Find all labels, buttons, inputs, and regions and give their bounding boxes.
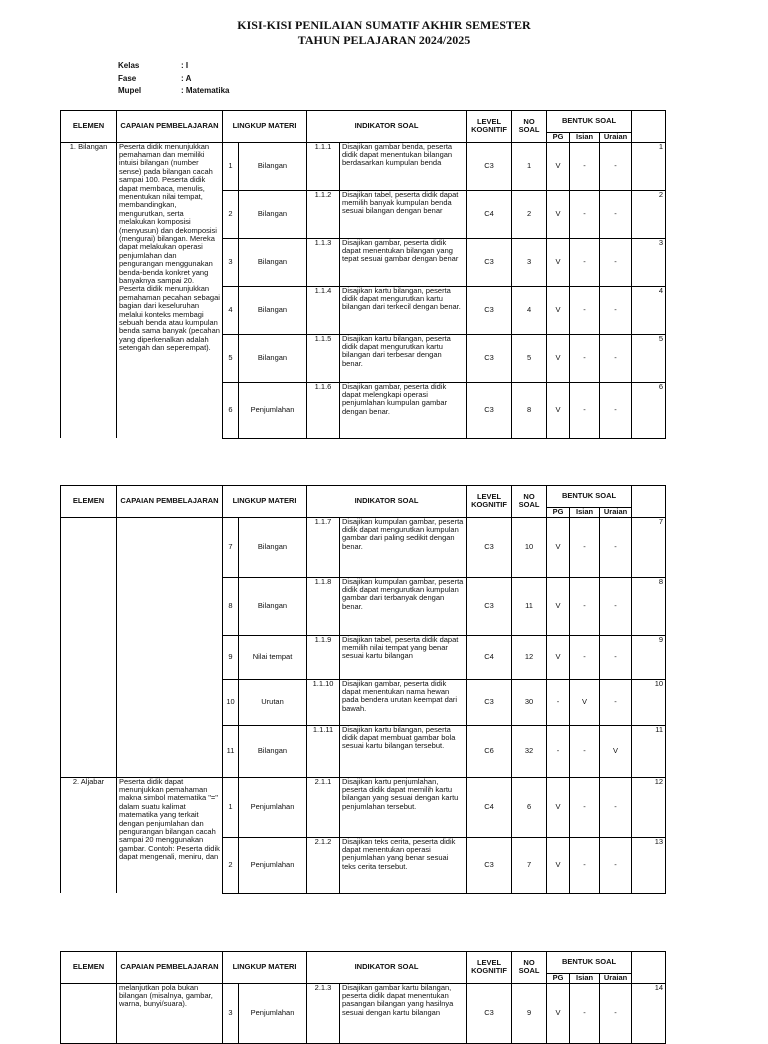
row-no-soal: 30	[512, 679, 547, 725]
row-isian: -	[570, 190, 600, 238]
row-pg: -	[547, 725, 570, 777]
row-no: 1	[223, 142, 239, 190]
row-kode: 1.1.3	[307, 238, 340, 286]
row-no: 10	[223, 679, 239, 725]
elemen-cell: 2. Aljabar	[61, 777, 117, 893]
row-no-soal: 32	[512, 725, 547, 777]
header-lingkup: LINGKUP MATERI	[223, 486, 307, 518]
row-no-soal: 7	[512, 837, 547, 893]
row-no: 3	[223, 983, 239, 1043]
row-index: 5	[632, 334, 666, 382]
row-lingkup: Bilangan	[239, 142, 307, 190]
row-kode: 1.1.2	[307, 190, 340, 238]
row-lingkup: Bilangan	[239, 725, 307, 777]
meta-kelas: Kelas : I	[118, 61, 189, 70]
row-no: 2	[223, 190, 239, 238]
header-row	[61, 486, 666, 508]
row-pg: V	[547, 334, 570, 382]
row-no-soal: 9	[512, 983, 547, 1043]
row-isian: -	[570, 635, 600, 679]
row-kode: 1.1.8	[307, 577, 340, 635]
row-level: C3	[467, 142, 512, 190]
row-pg: V	[547, 238, 570, 286]
row-index: 12	[632, 777, 666, 837]
row-isian: -	[570, 334, 600, 382]
row-pg: V	[547, 777, 570, 837]
row-lingkup: Penjumlahan	[239, 382, 307, 438]
row-indikator: Disajikan kumpulan gambar, peserta didik dapat mengurutkan kumpulan gambar dari terbanyak dengan benar.	[340, 577, 467, 635]
kisi-table-2	[60, 485, 665, 894]
row-level: C3	[467, 382, 512, 438]
row-index: 2	[632, 190, 666, 238]
row-isian: -	[570, 983, 600, 1043]
row-uraian: -	[600, 142, 632, 190]
row-index: 14	[632, 983, 666, 1043]
row-kode: 2.1.3	[307, 983, 340, 1043]
row-level: C3	[467, 577, 512, 635]
row-uraian: -	[600, 635, 632, 679]
header-uraian: Uraian	[600, 133, 632, 143]
row-index: 7	[632, 517, 666, 577]
elemen-cell: 1. Bilangan	[61, 142, 117, 438]
row-no-soal: 11	[512, 577, 547, 635]
meta-mupel: Mupel : Matematika	[118, 86, 230, 95]
row-uraian: V	[600, 725, 632, 777]
row-index: 6	[632, 382, 666, 438]
row-kode: 1.1.4	[307, 286, 340, 334]
row-no: 2	[223, 837, 239, 893]
row-indikator: Disajikan kartu bilangan, peserta didik dapat mengurutkan kartu bilangan dari terkecil dengan benar.	[340, 286, 467, 334]
row-pg: V	[547, 190, 570, 238]
row-isian: -	[570, 142, 600, 190]
row-pg: V	[547, 983, 570, 1043]
row-indikator: Disajikan gambar, peserta didik dapat menentukan bilangan yang tepat sesuai gambar dengan benar	[340, 238, 467, 286]
capaian-cell: melanjutkan pola bukan bilangan (misalnya, gambar, warna, bunyi/suara).	[117, 983, 223, 1043]
capaian-text: Peserta didik dapat menunjukkan pemahaman makna simbol matematika "=" dalam suatu kalimat matematika yang terkait dengan penjumlahan dan pengurangan bilangan cacah sampai 20 menggunakan gambar. Contoh: Peserta didik dapat mengenali, meniru, dan	[119, 777, 220, 862]
row-pg: -	[547, 679, 570, 725]
meta-fase: Fase : A	[118, 73, 192, 83]
row-lingkup: Nilai tempat	[239, 635, 307, 679]
row-isian: -	[570, 725, 600, 777]
row-lingkup: Bilangan	[239, 334, 307, 382]
row-pg: V	[547, 577, 570, 635]
row-indikator: Disajikan tabel, peserta didik dapat memilih banyak kumpulan benda sesuai bilangan dengan benar	[340, 190, 467, 238]
header-bentuk: BENTUK SOAL	[547, 486, 632, 508]
row-index: 3	[632, 238, 666, 286]
row-index: 9	[632, 635, 666, 679]
row-index: 4	[632, 286, 666, 334]
row-pg: V	[547, 142, 570, 190]
row-uraian: -	[600, 679, 632, 725]
row-indikator: Disajikan tabel, peserta didik dapat memilih nilai tempat yang benar sesuai kartu bilangan	[340, 635, 467, 679]
row-no-soal: 10	[512, 517, 547, 577]
document-title	[0, 18, 768, 48]
row-isian: -	[570, 238, 600, 286]
row-level: C3	[467, 837, 512, 893]
row-index: 10	[632, 679, 666, 725]
document-meta	[118, 61, 229, 99]
header-no-soal: NO SOAL	[512, 111, 547, 143]
row-no-soal: 5	[512, 334, 547, 382]
row-indikator: Disajikan kartu bilangan, peserta didik dapat mengurutkan kartu bilangan dari terbesar dengan benar.	[340, 334, 467, 382]
row-uraian: -	[600, 238, 632, 286]
row-isian: V	[570, 679, 600, 725]
row-kode: 1.1.6	[307, 382, 340, 438]
row-no: 1	[223, 777, 239, 837]
header-capaian: CAPAIAN PEMBELAJARAN	[117, 952, 223, 984]
row-level: C3	[467, 517, 512, 577]
capaian-cell	[117, 517, 223, 777]
row-lingkup: Bilangan	[239, 577, 307, 635]
header-uraian: Uraian	[600, 508, 632, 518]
kisi-table-3	[60, 951, 665, 1044]
row-indikator: Disajikan kartu penjumlahan, peserta didik dapat memilih kartu bilangan yang sesuai dengan kartu penjumlahan tersebut.	[340, 777, 467, 837]
table-row	[61, 777, 666, 837]
row-level: C4	[467, 190, 512, 238]
row-isian: -	[570, 577, 600, 635]
row-no: 3	[223, 238, 239, 286]
row-lingkup: Bilangan	[239, 238, 307, 286]
row-uraian: -	[600, 190, 632, 238]
row-no-soal: 6	[512, 777, 547, 837]
row-kode: 1.1.7	[307, 517, 340, 577]
row-isian: -	[570, 382, 600, 438]
row-kode: 2.1.1	[307, 777, 340, 837]
row-index: 11	[632, 725, 666, 777]
row-uraian: -	[600, 286, 632, 334]
row-indikator: Disajikan gambar, peserta didik dapat menentukan nama hewan pada bendera urutan keempat dari bawah.	[340, 679, 467, 725]
header-blank	[632, 952, 666, 984]
header-elemen: ELEMEN	[61, 952, 117, 984]
row-level: C3	[467, 679, 512, 725]
elemen-cell	[61, 517, 117, 777]
header-pg: PG	[547, 974, 570, 984]
row-pg: V	[547, 517, 570, 577]
row-pg: V	[547, 837, 570, 893]
row-uraian: -	[600, 334, 632, 382]
row-no: 7	[223, 517, 239, 577]
row-no: 8	[223, 577, 239, 635]
header-uraian: Uraian	[600, 974, 632, 984]
row-no: 9	[223, 635, 239, 679]
row-no: 5	[223, 334, 239, 382]
row-no-soal: 8	[512, 382, 547, 438]
capaian-cell	[117, 777, 223, 893]
row-level: C3	[467, 286, 512, 334]
header-elemen: ELEMEN	[61, 111, 117, 143]
table-row	[61, 983, 666, 1043]
title-line-2: TAHUN PELAJARAN 2024/2025	[297, 33, 471, 47]
header-blank	[632, 111, 666, 143]
header-pg: PG	[547, 508, 570, 518]
row-lingkup: Penjumlahan	[239, 777, 307, 837]
row-lingkup: Bilangan	[239, 190, 307, 238]
header-blank	[632, 486, 666, 518]
row-lingkup: Penjumlahan	[239, 837, 307, 893]
row-lingkup: Bilangan	[239, 286, 307, 334]
row-uraian: -	[600, 777, 632, 837]
row-index: 8	[632, 577, 666, 635]
header-level: LEVEL KOGNITIF	[467, 952, 512, 984]
row-level: C4	[467, 635, 512, 679]
row-indikator: Disajikan teks cerita, peserta didik dapat menentukan operasi penjumlahan yang benar sesuai teks cerita tersebut.	[340, 837, 467, 893]
header-lingkup: LINGKUP MATERI	[223, 952, 307, 984]
row-uraian: -	[600, 517, 632, 577]
row-no-soal: 12	[512, 635, 547, 679]
header-elemen: ELEMEN	[61, 486, 117, 518]
row-pg: V	[547, 382, 570, 438]
row-uraian: -	[600, 983, 632, 1043]
row-no-soal: 3	[512, 238, 547, 286]
row-isian: -	[570, 517, 600, 577]
header-no-soal: NO SOAL	[512, 952, 547, 984]
row-uraian: -	[600, 837, 632, 893]
row-lingkup: Penjumlahan	[239, 983, 307, 1043]
header-capaian: CAPAIAN PEMBELAJARAN	[117, 111, 223, 143]
row-isian: -	[570, 837, 600, 893]
table-row	[61, 517, 666, 577]
header-isian: Isian	[570, 974, 600, 984]
row-no: 11	[223, 725, 239, 777]
title-line-1: KISI-KISI PENILAIAN SUMATIF AKHIR SEMESTER	[237, 18, 531, 32]
row-no-soal: 2	[512, 190, 547, 238]
row-no-soal: 4	[512, 286, 547, 334]
row-lingkup: Urutan	[239, 679, 307, 725]
row-index: 13	[632, 837, 666, 893]
header-level: LEVEL KOGNITIF	[467, 111, 512, 143]
row-kode: 2.1.2	[307, 837, 340, 893]
header-isian: Isian	[570, 133, 600, 143]
header-level: LEVEL KOGNITIF	[467, 486, 512, 518]
row-no: 4	[223, 286, 239, 334]
header-indikator: INDIKATOR SOAL	[307, 111, 467, 143]
row-no-soal: 1	[512, 142, 547, 190]
row-kode: 1.1.5	[307, 334, 340, 382]
elemen-cell	[61, 983, 117, 1043]
row-pg: V	[547, 286, 570, 334]
capaian-cell: Peserta didik menunjukkan pemahaman dan memiliki intuisi bilangan (number sense) pada bilangan cacah sampai 100. Peserta didik dapat membaca, menulis, menentukan nilai tempat, membandingkan, mengurutkan, serta melakukan komposisi (menyusun) dan dekomposisi (mengurai) bilangan. Mereka dapat melakukan operasi penjumlahan dan pengurangan menggunakan benda-benda konkret yang banyaknya sampai 20. Peserta didik menunjukkan pemahaman pecahan sebagai bagian dari keseluruhan melalui konteks membagi sebuah benda atau kumpulan benda sama banyak (pecahan yang diperkenalkan adalah setengah dan seperempat).	[117, 142, 223, 438]
row-indikator: Disajikan gambar benda, peserta didik dapat menentukan bilangan berdasarkan kumpulan benda	[340, 142, 467, 190]
row-indikator: Disajikan gambar, peserta didik dapat melengkapi operasi penjumlahan kumpulan gambar dengan benar.	[340, 382, 467, 438]
row-kode: 1.1.1	[307, 142, 340, 190]
row-level: C3	[467, 238, 512, 286]
row-level: C4	[467, 777, 512, 837]
row-index: 1	[632, 142, 666, 190]
header-bentuk: BENTUK SOAL	[547, 952, 632, 974]
row-level: C3	[467, 334, 512, 382]
row-isian: -	[570, 777, 600, 837]
header-row	[61, 952, 666, 974]
header-lingkup: LINGKUP MATERI	[223, 111, 307, 143]
row-no: 6	[223, 382, 239, 438]
row-pg: V	[547, 635, 570, 679]
row-kode: 1.1.10	[307, 679, 340, 725]
row-level: C6	[467, 725, 512, 777]
row-kode: 1.1.11	[307, 725, 340, 777]
row-isian: -	[570, 286, 600, 334]
row-indikator: Disajikan kartu bilangan, peserta didik dapat membuat gambar bola sesuai kartu bilangan tersebut.	[340, 725, 467, 777]
row-kode: 1.1.9	[307, 635, 340, 679]
row-uraian: -	[600, 577, 632, 635]
row-indikator: Disajikan gambar kartu bilangan, peserta didik dapat menentukan pasangan bilangan yang hasilnya sesuai dengan kartu bilangan	[340, 983, 467, 1043]
header-no-soal: NO SOAL	[512, 486, 547, 518]
header-pg: PG	[547, 133, 570, 143]
row-lingkup: Bilangan	[239, 517, 307, 577]
table-row	[61, 142, 666, 190]
header-isian: Isian	[570, 508, 600, 518]
header-indikator: INDIKATOR SOAL	[307, 952, 467, 984]
kisi-table-1	[60, 110, 665, 439]
header-row	[61, 111, 666, 133]
row-uraian: -	[600, 382, 632, 438]
header-capaian: CAPAIAN PEMBELAJARAN	[117, 486, 223, 518]
header-bentuk: BENTUK SOAL	[547, 111, 632, 133]
row-indikator: Disajikan kumpulan gambar, peserta didik dapat mengurutkan kumpulan gambar dari paling sedikit dengan benar.	[340, 517, 467, 577]
row-level: C3	[467, 983, 512, 1043]
header-indikator: INDIKATOR SOAL	[307, 486, 467, 518]
